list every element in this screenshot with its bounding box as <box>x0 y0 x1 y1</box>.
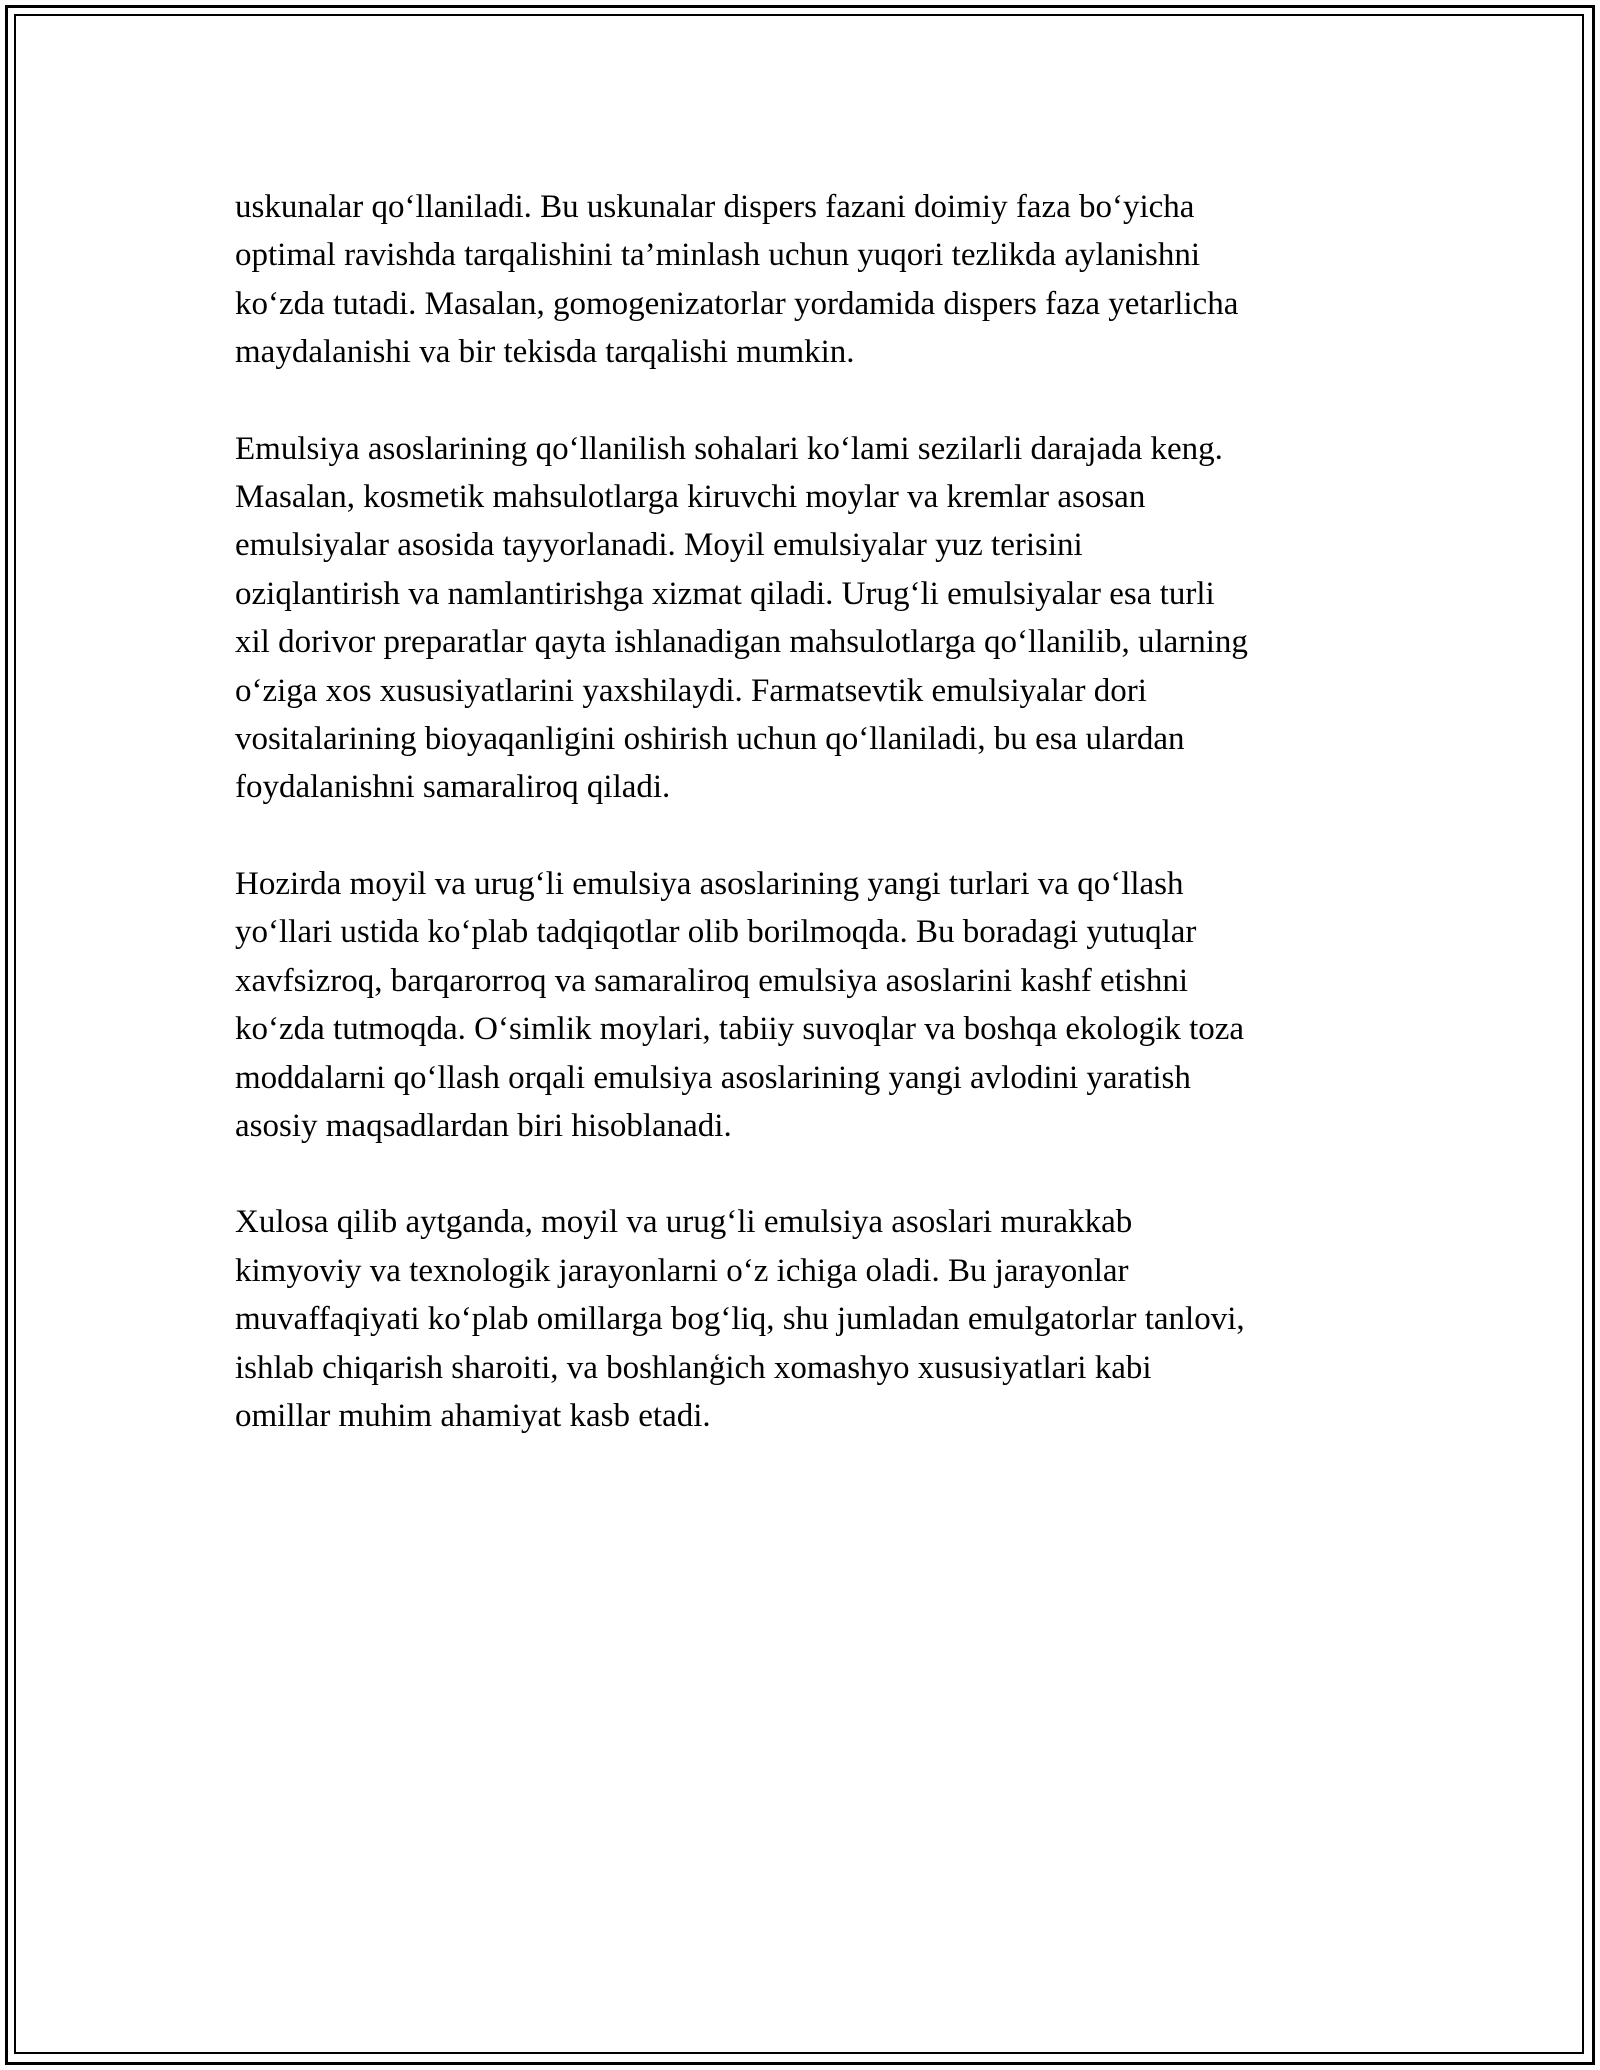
text-line: kimyoviy va texnologik jarayonlarni o‘z ichiga oladi. Bu jarayonlar <box>235 1252 1129 1289</box>
text-line: optimal ravishda tarqalishini ta’minlash uchun yuqori tezlikda aylanishni <box>235 237 1201 274</box>
text-line: xil dorivor preparatlar qayta ishlanadigan mahsulotlarga qo‘llanilib, ularning <box>235 624 1248 661</box>
text-line: uskunalar qo‘llaniladi. Bu uskunalar dispers fazani doimiy faza bo‘yicha <box>235 189 1195 225</box>
text-line: yo‘llari ustida ko‘plab tadqiqotlar olib borilmoqda. Bu boradagi yutuqlar <box>235 914 1197 951</box>
text-line: Masalan, kosmetik mahsulotlarga kiruvchi moylar va kremlar asosan <box>235 479 1146 516</box>
document-body <box>235 183 1380 1488</box>
text-line: vositalarining bioyaqanligini oshirish uchun qo‘llaniladi, bu esa ulardan <box>235 721 1185 758</box>
text-line: moddalarni qo‘llash orqali emulsiya asoslarining yangi avlodini yaratish <box>235 1059 1191 1096</box>
paragraph-1 <box>235 183 1380 377</box>
text-line: emulsiyalar asosida tayyorlanadi. Moyil emulsiyalar yuz terisini <box>235 527 1083 564</box>
text-line: omillar muhim ahamiyat kasb etadi. <box>235 1397 711 1434</box>
text-line: ko‘zda tutadi. Masalan, gomogenizatorlar yordamida dispers faza yetarlicha <box>235 285 1239 322</box>
text-line: Hozirda moyil va urug‘li emulsiya asoslarining yangi turlari va qo‘llash <box>235 865 1184 902</box>
text-line: Emulsiya asoslarining qo‘llanilish sohalari ko‘lami sezilarli darajada keng. <box>235 430 1223 467</box>
text-line: ishlab chiqarish sharoiti, va boshlanģich xomashyo xususiyatlari kabi <box>235 1349 1152 1386</box>
text-line: xavfsizroq, barqarorroq va samaraliroq emulsiya asoslarini kashf etishni <box>235 962 1189 999</box>
text-line: muvaffaqiyati ko‘plab omillarga bog‘liq, shu jumladan emulgatorlar tanlovi, <box>235 1301 1245 1338</box>
text-line: ko‘zda tutmoqda. O‘simlik moylari, tabiiy suvoqlar va boshqa ekologik toza <box>235 1011 1245 1048</box>
paragraph-2 <box>235 425 1380 812</box>
text-line: asosiy maqsadlardan biri hisoblanadi. <box>235 1107 732 1144</box>
text-line: foydalanishni samaraliroq qiladi. <box>235 769 671 806</box>
text-line: Xulosa qilib aytganda, moyil va urug‘li emulsiya asoslari murakkab <box>235 1204 1133 1241</box>
paragraph-4 <box>235 1198 1380 1440</box>
text-line: oziqlantirish va namlantirishga xizmat qiladi. Urug‘li emulsiyalar esa turli <box>235 575 1215 612</box>
text-line: o‘ziga xos xususiyatlarini yaxshilaydi. Farmatsevtik emulsiyalar dori <box>235 672 1147 709</box>
text-line: maydalanishi va bir tekisda tarqalishi mumkin. <box>235 334 855 371</box>
paragraph-3 <box>235 860 1380 1150</box>
